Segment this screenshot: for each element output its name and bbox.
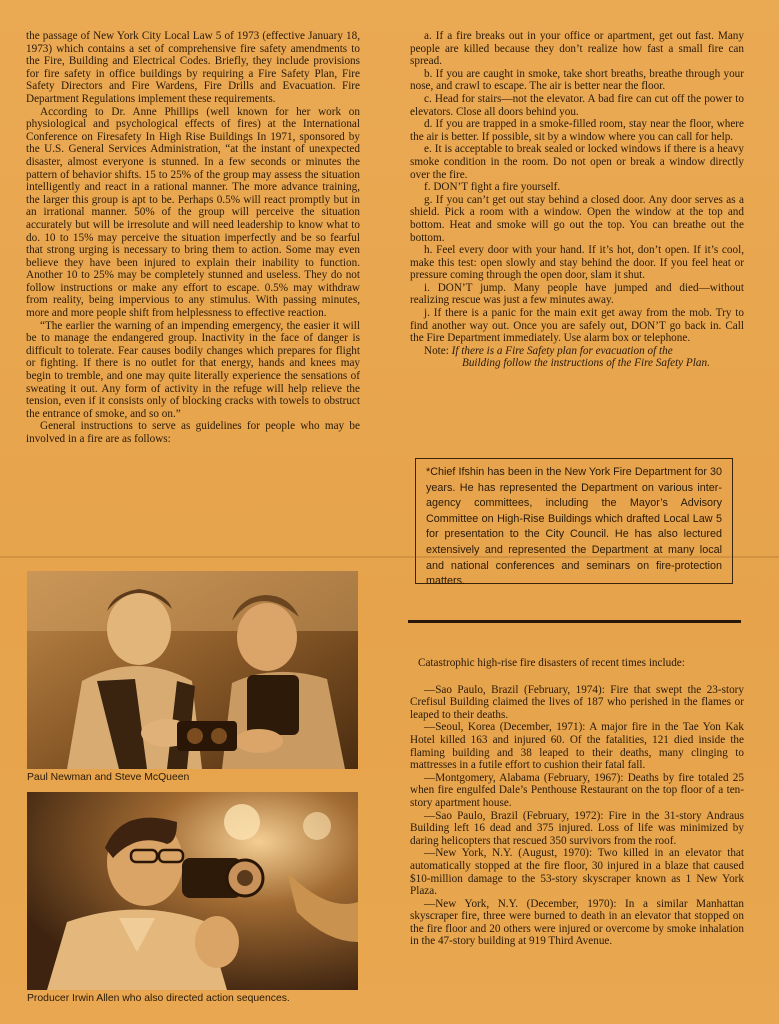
page-fold-line bbox=[0, 556, 779, 558]
paragraph-local-law: the passage of New York City Local Law 5 of 1973 (effective January 18, 1973) which contains a set of comprehensive fire safety amendments to the Fire, Building and Electrical Codes. Briefly, they include provisions for fire safety in office buildings by requiring a Fire Safety Plan, Fire Safety Directors and Fire Wardens, Fire Drills and Evacuation. Fire Department Regulations implement these requirements. bbox=[26, 30, 360, 105]
left-column bbox=[26, 30, 360, 446]
author-bio-text: *Chief Ifshin has been in the New York Fire Department for 30 years. He has represented the Department on various inter-agency committees, including the Mayor’s Advisory Committee on High-Rise Buildings which drafted Local Law 5 for presentation to the City Council. He has also lectured extensively and represented the Department at many local and national conferences and seminars on fire-protection matters. bbox=[426, 466, 722, 588]
author-bio-box bbox=[415, 458, 733, 588]
instruction-d: d. If you are trapped in a smoke-filled room, stay near the floor, where the air is better. If possible, sit by a window where you can call for help. bbox=[410, 118, 744, 143]
disaster-new-york-1970-dec: —New York, N.Y. (December, 1970): In a similar Manhattan skyscraper fire, three were burned to death in an elevator that stopped on the fire floor and 20 others were injured or overcome by smoke inhalation in the 47-story building at 919 Third Avenue. bbox=[410, 897, 744, 948]
paragraph-general-instructions: General instructions to serve as guidelines for people who may be involved in a fire are as follows: bbox=[26, 420, 360, 445]
note-line bbox=[410, 345, 744, 358]
paragraph-early-warning: “The earlier the warning of an impending emergency, the easier it will be to manage the endangered group. Inactivity in the face of danger is difficult to tolerate. Fear causes bodily changes which prepares for flight or fighting. If there is no outlet for that energy, hands and knees may begin to tremble, and one may quite literally experience the sensations of sweating it out. Any form of activity in the refuge will help relieve the tension, even if it consists only of blocking cracks with towels to obstruct the entrance of smoke, and so on.” bbox=[26, 319, 360, 420]
instruction-h: h. Feel every door with your hand. If it’s hot, don’t open. If it’s cool, make this test: open slowly and stay behind the door. If you feel heat or pressure coming through the open door, slam it shut. bbox=[410, 244, 744, 282]
instruction-a: a. If a fire breaks out in your office or apartment, get out fast. Many people are killed because they don’t realize how fast a small fire can spread. bbox=[410, 30, 744, 68]
photo-newman-mcqueen bbox=[27, 571, 358, 769]
photo-caption-2: Producer Irwin Allen who also directed action sequences. bbox=[27, 993, 290, 1004]
disasters-lead: Catastrophic high-rise fire disasters of recent times include: bbox=[418, 657, 685, 669]
instruction-f: f. DON’T fight a fire yourself. bbox=[424, 181, 561, 194]
instruction-c: c. Head for stairs—not the elevator. A bad fire can cut off the power to elevators. Close all doors behind you. bbox=[410, 92, 744, 118]
note-text-2: Building follow the instructions of the Fire Safety Plan. bbox=[462, 357, 710, 370]
disaster-sao-paulo-1974: —Sao Paulo, Brazil (February, 1974): Fire that swept the 23-story Crefisul Building claimed the lives of 187 who perished in the flames or leaped to their deaths. bbox=[410, 683, 744, 721]
instruction-e: e. It is acceptable to break sealed or locked windows if there is a heavy smoke condition in the room. Do not open or break a window directly over the fire. bbox=[410, 143, 744, 181]
paragraph-phillips-quote: According to Dr. Anne Phillips (well known for her work on physiological and psychological effects of fires) at the International Conference on Firesafety In High Rise Buildings In 1971, sponsored by the U.S. General Services Administration, “at the instant of unexpected disaster, almost everyone is stunned. In a few seconds or minutes the pattern of behavior shifts. 15 to 25% of the group may assess the situation intelligently and react in a rational manner. The more advance training, the larger this group is apt to be. Perhaps 0.5% will react promptly but in an irrational manner. 50% of the group will perceive the situation accurately but will be irresolute and will need leadership to know what to do. 10 to 15% may perceive the situation imperfectly and be so fearful that strong urging is necessary to bring them to action. Some may even believe they have been injured to explain their inability to function. Another 10 to 25% may be completely stunned and useless. They do not follow instructions or make any effort to escape. 0.5% may withdraw from reality, being impervious to any stimulus. With passing minutes, more and more people shift from helplessness to effective reaction. bbox=[26, 105, 360, 320]
photo-irwin-allen bbox=[27, 792, 358, 990]
disaster-seoul-1971: —Seoul, Korea (December, 1971): A major fire in the Tae Yon Kak Hotel killed 163 and injured 60. Of the fatalities, 121 died inside the flaming building and 38 leaped to their deaths, many clinging to mattresses in a futile effort to cushion their fatal fall. bbox=[410, 721, 744, 772]
disaster-montgomery-1967: —Montgomery, Alabama (February, 1967): Deaths by fire totaled 25 when fire engulfed Dale’s Penthouse Restaurant on the top floor of a ten-story apartment house. bbox=[410, 771, 744, 809]
note-text-1: If there is a Fire Safety plan for evacuation of the bbox=[451, 344, 673, 357]
disaster-sao-paulo-1972: —Sao Paulo, Brazil (February, 1972): Fire in the 31-story Andraus Building left 16 dead and 375 injured. Loss of life was minimized by daring helicopters that rescued 350 survivors from the roof. bbox=[410, 809, 744, 847]
note-label: Note: bbox=[424, 344, 449, 357]
instruction-g: g. If you can’t get out stay behind a closed door. Any door serves as a shield. Pick a room with a window. Open the window at the top and bottom. Heat and smoke will go out the top. You can breathe out the bottom. bbox=[410, 193, 744, 244]
section-divider bbox=[408, 620, 741, 623]
instruction-i: i. DON’T jump. Many people have jumped and died—without realizing rescue was just a few minutes away. bbox=[410, 281, 744, 307]
right-column bbox=[410, 30, 744, 370]
disaster-new-york-1970-aug: —New York, N.Y. (August, 1970): Two killed in an elevator that automatically stopped at the fire floor, 30 injured in a blaze that caused $10-million damage to the 53-story skyscraper known as 1 New York Plaza. bbox=[410, 847, 744, 898]
disasters-section bbox=[410, 657, 744, 948]
photo-caption-1: Paul Newman and Steve McQueen bbox=[27, 772, 190, 783]
instruction-j: j. If there is a panic for the main exit get away from the mob. Try to find another way out. Once you are safely out, DON’T go back in. Call the Fire Department immediately. Use alarm box or telephone. bbox=[410, 307, 744, 345]
instruction-b: b. If you are caught in smoke, take short breaths, breathe through your nose, and crawl to escape. The air is better near the floor. bbox=[410, 67, 744, 93]
